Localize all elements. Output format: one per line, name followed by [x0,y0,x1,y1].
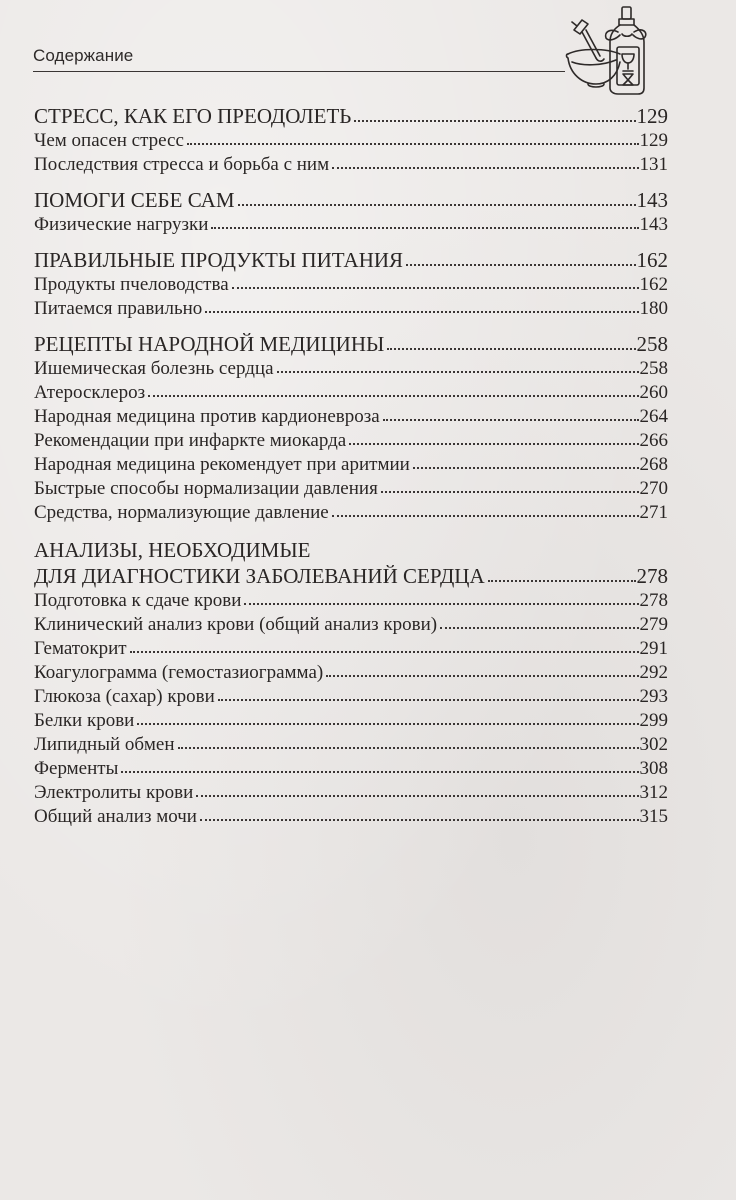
toc-item-title: Народная медицина против кардионевроза [34,406,380,427]
toc-item-row[interactable] [34,405,668,429]
toc-item-title: Белки крови [34,710,135,731]
toc-item-row[interactable] [34,357,668,381]
toc-item-row[interactable] [34,213,668,237]
toc-page-number: 266 [639,430,668,451]
toc-page-number: 302 [639,734,668,755]
dot-leader [196,791,638,797]
toc-section-row[interactable] [34,103,668,129]
dot-leader [277,367,639,373]
toc-item-title: Народная медицина рекомендует при аритмии [34,454,410,475]
toc-item-row[interactable] [34,781,668,805]
toc-item-title: Глюкоза (сахар) крови [34,686,215,707]
dot-leader [413,463,639,469]
toc-page-number: 129 [639,130,668,151]
toc-item-row[interactable] [34,805,668,829]
toc-item-row[interactable] [34,709,668,733]
dot-leader [211,223,638,229]
toc-item-title: Подготовка к сдаче крови [34,590,242,611]
toc-item-row[interactable] [34,501,668,525]
dot-leader [332,163,638,169]
dot-leader [332,511,639,517]
toc-item-title: Физические нагрузки [34,214,209,235]
toc-item-title: Рекомендации при инфаркте миокарда [34,430,347,451]
toc-page-number: 268 [639,454,668,475]
toc-item-title: Атеросклероз [34,382,146,403]
toc-item-title: Клинический анализ крови (общий анализ крови) [34,614,438,635]
toc-page-number: 271 [639,502,668,523]
toc-item-row[interactable] [34,381,668,405]
dot-leader [148,391,638,397]
toc-item-row[interactable] [34,477,668,501]
mortar-and-potion-bottle-icon [562,2,672,102]
toc-item-row[interactable] [34,757,668,781]
toc-item-row[interactable] [34,685,668,709]
dot-leader [178,743,639,749]
dot-leader [381,487,639,493]
toc-section-title: СТРЕСС, КАК ЕГО ПРЕОДОЛЕТЬ [34,104,352,128]
toc-page-number: 308 [639,758,668,779]
toc-item-row[interactable] [34,637,668,661]
dot-leader [488,576,636,582]
toc-item-row[interactable] [34,429,668,453]
table-of-contents [34,103,668,829]
toc-item-title: Липидный обмен [34,734,175,755]
toc-item-title: Ферменты [34,758,119,779]
toc-page-number: 264 [639,406,668,427]
dot-leader [121,767,638,773]
toc-page-number: 162 [639,274,668,295]
running-head-title: Содержание [33,46,134,65]
toc-page-number: 299 [639,710,668,731]
toc-item-title: Общий анализ мочи [34,806,197,827]
toc-page-number: 292 [639,662,668,683]
toc-item-title: Продукты пчеловодства [34,274,229,295]
dot-leader [354,116,635,122]
toc-section-title: РЕЦЕПТЫ НАРОДНОЙ МЕДИЦИНЫ [34,332,385,356]
toc-page-number: 270 [639,478,668,499]
toc-item-title: Ишемическая болезнь сердца [34,358,274,379]
dot-leader [200,815,639,821]
toc-page-number: 278 [636,564,668,588]
dot-leader [205,307,638,313]
dot-leader [349,439,638,445]
toc-section-title-line1 [34,537,668,563]
toc-page-number: 258 [639,358,668,379]
toc-page-number: 279 [639,614,668,635]
toc-item-title: Быстрые способы нормализации давления [34,478,378,499]
toc-item-title: Коагулограмма (гемостазиограмма) [34,662,324,683]
toc-page-number: 129 [636,104,668,128]
toc-page-number: 315 [639,806,668,827]
toc-item-title: Питаемся правильно [34,298,203,319]
dot-leader [440,623,638,629]
toc-page-number: 162 [636,248,668,272]
toc-item-title: Электролиты крови [34,782,194,803]
toc-item-title: Последствия стресса и борьба с ним [34,154,330,175]
dot-leader [387,344,635,350]
dot-leader [130,647,639,653]
toc-section-title: ПОМОГИ СЕБЕ САМ [34,188,235,212]
dot-leader [232,283,639,289]
toc-page-number: 278 [639,590,668,611]
toc-section-row[interactable] [34,187,668,213]
toc-page-number: 312 [639,782,668,803]
toc-page-number: 143 [639,214,668,235]
toc-item-row[interactable] [34,153,668,177]
dot-leader [238,200,636,206]
toc-page-number: 131 [639,154,668,175]
toc-page-number: 291 [639,638,668,659]
toc-item-row[interactable] [34,297,668,321]
dot-leader [406,260,635,266]
toc-item-row[interactable] [34,273,668,297]
toc-item-title: Чем опасен стресс [34,130,184,151]
dot-leader [326,671,638,677]
header-rule [33,71,565,72]
toc-page-number: 143 [636,188,668,212]
dot-leader [137,719,638,725]
toc-section-title: ПРАВИЛЬНЫЕ ПРОДУКТЫ ПИТАНИЯ [34,248,404,272]
toc-section-row[interactable] [34,331,668,357]
toc-item-row[interactable] [34,453,668,477]
toc-item-row[interactable] [34,129,668,153]
toc-item-row[interactable] [34,589,668,613]
toc-page-number: 260 [639,382,668,403]
dot-leader [383,415,639,421]
toc-section-row[interactable] [34,563,668,589]
toc-item-title: Средства, нормализующие давление [34,502,329,523]
toc-page-number: 258 [636,332,668,356]
toc-item-row[interactable] [34,661,668,685]
toc-item-title: Гематокрит [34,638,127,659]
toc-item-row[interactable] [34,613,668,637]
toc-page-number: 293 [639,686,668,707]
toc-item-row[interactable] [34,733,668,757]
toc-page-number: 180 [639,298,668,319]
dot-leader [218,695,639,701]
toc-section-title: ДЛЯ ДИАГНОСТИКИ ЗАБОЛЕВАНИЙ СЕРДЦА [34,564,485,588]
toc-section-row[interactable] [34,247,668,273]
dot-leader [244,599,638,605]
toc-section-title: АНАЛИЗЫ, НЕОБХОДИМЫЕ [34,538,311,562]
dot-leader [187,139,639,145]
